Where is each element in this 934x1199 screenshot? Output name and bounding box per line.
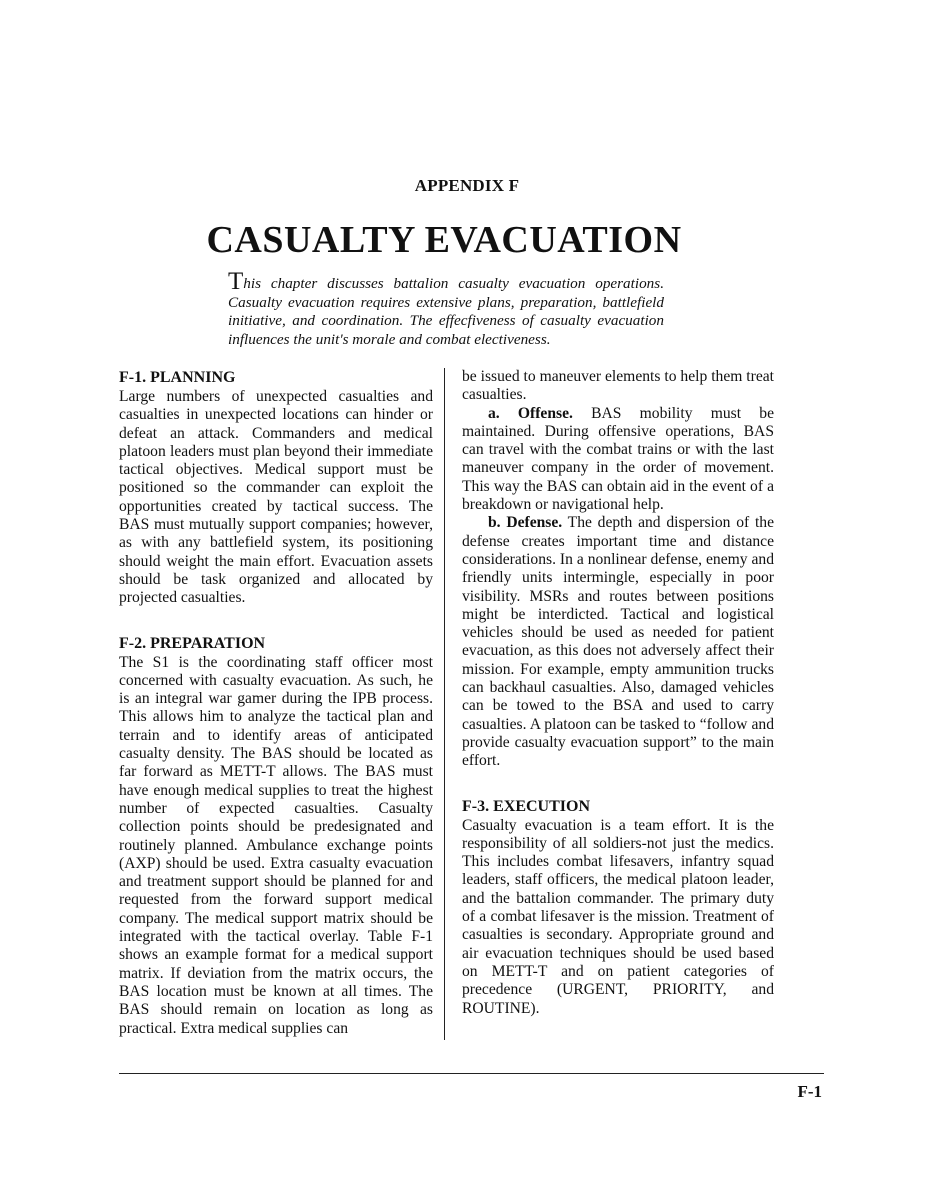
intro-text: his chapter discusses battalion casualty evacuation operations. Casualty evacuation requires extensive plans, preparation, battlefield initiative, and coordination. The effecfiveness of casualty evacuation influences the unit's morale and combat electiveness.: [228, 275, 664, 348]
intro-dropcap: T: [228, 268, 244, 295]
execution-paragraph: Casualty evacuation is a team effort. It is the responsibility of all soldiers-not just the medics. This includes combat lifesavers, infantry squad leaders, staff officers, the medical platoon leader, and the battalion commander. The primary duty of a combat lifesaver is the mission. Treatment of casualties is secondary. Appropriate ground and air evacuation techniques should be used based on METT-T and on patient categories of precedence (URGENT, PRIORITY, and ROUTINE).: [462, 816, 774, 1017]
section-spacer: [462, 771, 774, 797]
chapter-intro: [228, 268, 664, 349]
left-column: [119, 368, 433, 1038]
section-spacer: [119, 608, 433, 634]
section-heading-preparation: F-2. PREPARATION: [119, 634, 266, 652]
defense-label: b. Defense.: [488, 514, 563, 532]
preparation-continued: be issued to maneuver elements to help them treat casualties.: [462, 368, 774, 404]
right-column: [462, 368, 774, 1018]
offense-text: BAS mobility must be maintained. During offensive operations, BAS can travel with the combat trains or with the last maneuver company in the order of movement. This way the BAS can obtain aid in the event of a breakdown or navigational help.: [462, 404, 774, 514]
planning-paragraph: Large numbers of unexpected casualties and casualties in unexpected locations can hinder or defeat an attack. Commanders and medical platoon leaders must plan beyond their immediate tactical objectives. Medical support must be positioned so the commander can exploit the opportunities created by tactical success. The BAS must mutually support companies; however, as with any battlefield system, its positioning should weight the main effort. Evacuation assets should be task organized and allocated by projected casualties.: [119, 388, 433, 607]
footer-rule: [119, 1073, 824, 1074]
offense-paragraph: [462, 405, 774, 515]
section-heading-execution: F-3. EXECUTION: [462, 797, 591, 815]
page-title: CASUALTY EVACUATION: [206, 219, 682, 261]
column-divider: [444, 368, 445, 1040]
page-number: F-1: [797, 1082, 822, 1101]
defense-text: The depth and dispersion of the defense creates important time and distance considerations. In a nonlinear defense, enemy and friendly units intermingle, especially in poor visibility. MSRs and routes between positions might be interdicted. Tactical and logistical vehicles should be used as needed for patient evacuation, as this does not adversely affect their mission. For example, empty ammunition trucks can backhaul casualties. Also, damaged vehicles can be towed to the BSA and used to carry casualties. A platoon can be tasked to “follow and provide casualty evacuation support” to the main effort.: [462, 514, 774, 770]
section-heading-planning: F-1. PLANNING: [119, 369, 236, 386]
offense-label: a. Offense.: [488, 404, 573, 422]
defense-paragraph: [462, 514, 774, 770]
preparation-paragraph: The S1 is the coordinating staff officer most concerned with casualty evacuation. As such, he is an integral war gamer during the IPB process. This allows him to analyze the tactical plan and terrain and to identify areas of anticipated casualty density. The BAS should be located as far forward as METT-T allows. The BAS must have enough medical supplies to treat the highest number of expected casualties. Casualty collection points should be predesignated and routinely planned. Ambulance exchange points (AXP) should be used. Extra casualty evacuation and treatment support should be planned for and requested from the forward support medical company. The medical support matrix should be integrated with the tactical overlay. Table F-1 shows an example format for a medical support matrix. If deviation from the matrix occurs, the BAS location must be known at all times. The BAS should remain on location as long as practical. Extra medical supplies can: [119, 653, 433, 1037]
appendix-label: APPENDIX F: [414, 176, 520, 195]
